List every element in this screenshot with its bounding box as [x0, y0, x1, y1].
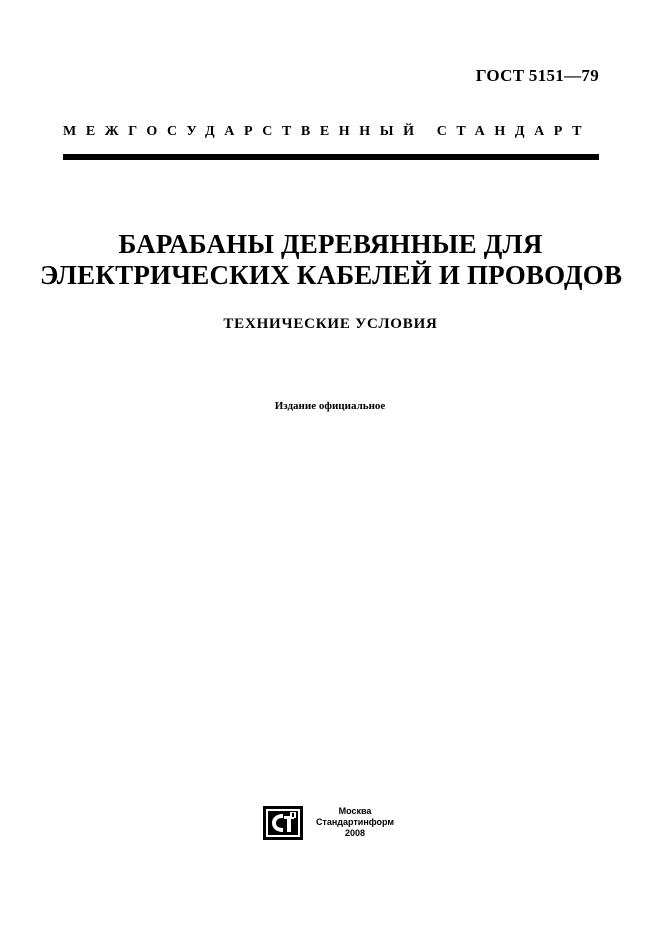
title-line-1: БАРАБАНЫ ДЕРЕВЯННЫЕ ДЛЯ: [118, 229, 543, 259]
document-number: ГОСТ 5151—79: [475, 66, 599, 85]
edition-note: Издание официальное: [274, 400, 386, 412]
document-title: [40, 229, 621, 291]
imprint-publisher: Стандартинформ: [315, 817, 395, 827]
document-subtitle: ТЕХНИЧЕСКИЕ УСЛОВИЯ: [223, 316, 438, 332]
standards-publisher-logo-icon: [263, 806, 303, 840]
heading-rule: [63, 154, 599, 160]
imprint-year: 2008: [344, 828, 366, 838]
standard-type-heading: МЕЖГОСУДАРСТВЕННЫЙ СТАНДАРТ: [63, 124, 592, 139]
title-line-2: ЭЛЕКТРИЧЕСКИХ КАБЕЛЕЙ И ПРОВОДОВ: [40, 260, 623, 290]
publisher-imprint: [310, 806, 400, 839]
imprint-city: Москва: [338, 806, 372, 816]
